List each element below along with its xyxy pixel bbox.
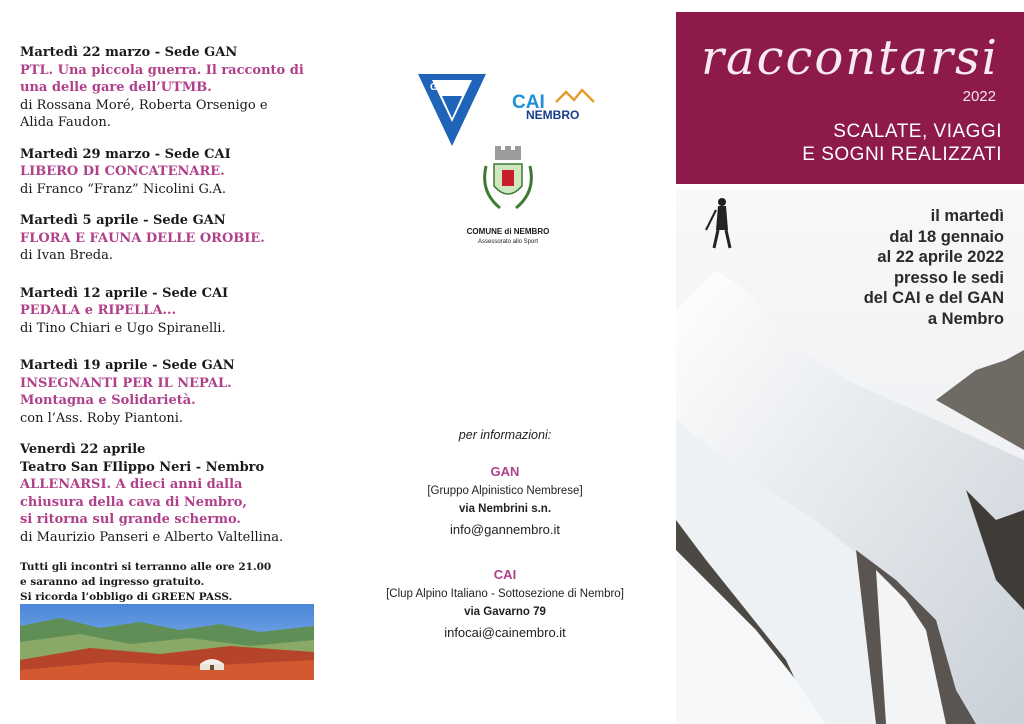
- cai-nembro-logo: [512, 90, 594, 122]
- event-speakers: Alida Faudon.: [20, 115, 111, 130]
- tagline-line: E SOGNI REALIZZATI: [802, 144, 1002, 165]
- event-date: Martedì 29 marzo - Sede CAI: [20, 146, 231, 162]
- event-5: [20, 357, 340, 427]
- gan-address: via Nembrini s.n.: [458, 503, 552, 515]
- gan-email: info@gannembro.it: [449, 522, 561, 537]
- comune-dept: Assessorato allo Sport: [477, 239, 539, 245]
- dates-line: dal 18 gennaio: [889, 227, 1004, 246]
- event-date: Martedì 5 aprile - Sede GAN: [20, 213, 226, 228]
- event-speakers: di Maurizio Panseri e Alberto Valtellina.: [20, 529, 284, 545]
- dates-line: del CAI e del GAN: [863, 289, 1004, 307]
- cai-name: CAI: [493, 567, 517, 582]
- event-title: chiusura della cava di Nembro,: [20, 494, 247, 510]
- dates-line: al 22 aprile 2022: [877, 248, 1004, 266]
- event-title: FLORA E FAUNA DELLE OROBIE.: [20, 230, 265, 246]
- event-3: [20, 212, 340, 265]
- event-6: [20, 441, 340, 546]
- event-speakers: di Tino Chiari e Ugo Spiranelli.: [20, 320, 226, 336]
- cover-title: raccontarsi: [701, 30, 999, 86]
- dates-line: a Nembro: [927, 309, 1004, 328]
- cai-full-name: [Clup Alpino Italiano - Sottosezione di Nembro]: [386, 588, 624, 600]
- note-line: e saranno ad ingresso gratuito.: [20, 576, 205, 588]
- event-speakers: di Franco “Franz” Nicolini G.A.: [20, 181, 227, 197]
- cai-logo-text: CAI: [512, 92, 545, 113]
- event-speakers: con l’Ass. Roby Piantoni.: [20, 410, 184, 426]
- event-title: PTL. Una piccola guerra. Il racconto di: [20, 62, 304, 78]
- cai-email: infocai@cainembro.it: [444, 625, 566, 640]
- event-date: Venerdì 22 aprile: [20, 442, 146, 457]
- info-column: [355, 428, 655, 640]
- event-date: Martedì 22 marzo - Sede GAN: [20, 45, 238, 60]
- gan-name: GAN: [490, 464, 520, 479]
- dates-line: presso le sedi: [893, 268, 1004, 287]
- event-title: PEDALA e RIPELLA...: [20, 303, 177, 318]
- cai-address: via Gavarno 79: [464, 606, 546, 618]
- event-4: [20, 285, 340, 338]
- event-title: Montagna e Solidarietà.: [20, 393, 196, 408]
- events-column: [20, 44, 340, 605]
- event-1: [20, 44, 340, 132]
- cover-dates: [764, 206, 1004, 329]
- note-line: Tutti gli incontri si terranno alle ore 21.00: [20, 561, 272, 573]
- dates-line: il martedì: [930, 207, 1004, 225]
- gan-logo: [418, 74, 486, 146]
- event-speakers: di Ivan Breda.: [20, 248, 114, 263]
- event-title: INSEGNANTI PER IL NEPAL.: [20, 375, 232, 391]
- note-line: Si ricorda l’obbligo di GREEN PASS.: [20, 591, 233, 603]
- gan-full-name: [Gruppo Alpinistico Nembrese]: [427, 485, 583, 497]
- event-date: Martedì 19 aprile - Sede GAN: [20, 358, 235, 373]
- nembro-logo-text: NEMBRO: [526, 108, 580, 122]
- event-title: una delle gare dell’UTMB.: [20, 80, 212, 95]
- event-title: LIBERO DI CONCATENARE.: [20, 164, 225, 179]
- event-title: ALLENARSI. A dieci anni dalla: [20, 477, 243, 492]
- event-date: Martedì 12 aprile - Sede CAI: [20, 285, 229, 301]
- cover-tagline: [802, 120, 1002, 166]
- event-title: si ritorna sul grande schermo.: [20, 512, 241, 527]
- logos-area: [410, 66, 630, 256]
- event-speakers: di Rossana Moré, Roberta Orsenigo e: [20, 97, 268, 113]
- comune-name: COMUNE di NEMBRO: [466, 227, 550, 236]
- tagline-line: SCALATE, VIAGGI: [833, 121, 1002, 142]
- info-label: per informazioni:: [458, 428, 552, 442]
- notes: [20, 560, 340, 605]
- cover-year: 2022: [962, 88, 996, 105]
- gan-logo-text: GAN: [430, 82, 453, 93]
- yurt-landscape-photo: [20, 604, 314, 680]
- event-venue: Teatro San FIlippo Neri - Nembro: [20, 459, 265, 475]
- title-banner: [676, 12, 1024, 184]
- event-2: [20, 146, 340, 199]
- comune-coat-of-arms: [467, 146, 550, 245]
